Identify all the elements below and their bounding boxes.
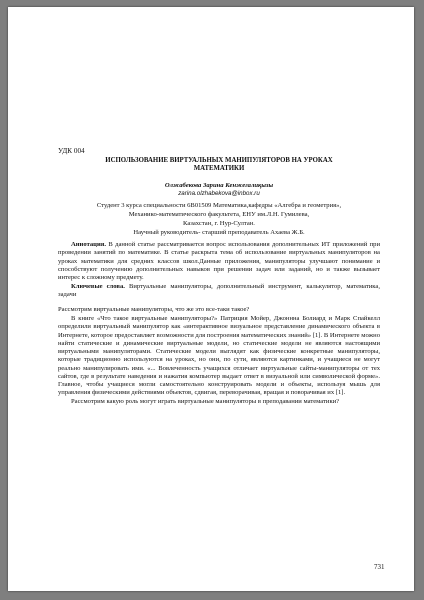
page-number: 731 <box>374 563 385 571</box>
article-title <box>58 157 380 174</box>
paragraph-1: В книге «Что такое виртуальные манипуляторы?» Патриция Мойер, Джоннна Болиард и Марк Спайкелл определили виртуальный манипулятор как «интерактивное визуальное представление динамического объекта в Интернете, которое предоставляет возможности для построения математических знаний» [1]. В Интернете можно найти статические и динамические виртуальные модели, но статические модели не являются настоящими виртуальными манипуляторами. Статические модели выглядят как физические конкретные манипуляторы, которые традиционно используются на уроках, но они, по сути, являются картинками, и учащиеся не могут реально манипулировать ими. «... Вовлеченность учащихся отличает виртуальные сайты-манипуляторы от тех сайтов, где в результате наведения и нажатия компьютер выдает ответ в визуальной или символической форме». Главное, чтобы учащиеся могли самостоятельно конструировать модели и объекты, используя мышь для управления физическими действиями объектов, сдвигая, переворачивая, вращая и поворачивая их [1]. <box>58 315 380 397</box>
keywords <box>58 283 380 300</box>
title-line-1: ИСПОЛЬЗОВАНИЕ ВИРТУАЛЬНЫХ МАНИПУЛЯТОРОВ НА УРОКАХ <box>105 157 333 164</box>
author-affiliation-2: Механико-математического факультета, ЕНУ им.Л.Н. Гумилева, <box>128 211 310 218</box>
document-page <box>8 7 414 591</box>
author-email: zarina.olzhabekova@inbox.ru <box>178 190 260 197</box>
body-text <box>58 315 380 406</box>
author-affiliation-1: Студент 3 курса специальности 6В01509 Математика,кафедры «Алгебра и геометрия», <box>96 202 342 209</box>
udk-code: УДК 004 <box>58 147 85 155</box>
paragraph-2: Рассмотрим какую роль могут играть виртуальные манипуляторы в преподавании математики? <box>71 397 340 405</box>
author-affiliation-3: Казахстан, г. Нур-Султан. <box>183 220 255 227</box>
question-text: Рассмотрим виртуальные манипуляторы, что же это все-таки такое? <box>58 306 250 313</box>
keywords-label: Ключевые слова. <box>71 283 125 290</box>
keywords-text: Виртуальные манипуляторы, дополнительный инструмент, калькулятор, математика, задачи <box>58 283 380 299</box>
title-line-2: МАТЕМАТИКИ <box>193 165 245 173</box>
supervisor: Научный руководитель- старший преподаватель Ахаева Ж.Б. <box>133 229 305 236</box>
author-name: Олжабекова Зарина Кенжегалиқызы <box>164 182 274 189</box>
abstract-text: В данной статье рассматривается вопрос использования дополнительных ИТ приложений при проведении занятий по математике. В статье раскрыта тема об использование виртуальных манипуляторов на уроках математики для средних классов школ.Данные приложения, манипуляторы улучшают понимание и способствуют получению дополнительных навыков при решении задач или заданий, но и также вызывает интерес к сложному предмету. <box>58 241 380 281</box>
abstract-label: Аннотация. <box>71 241 107 248</box>
question-line <box>58 306 380 314</box>
abstract <box>58 241 380 282</box>
